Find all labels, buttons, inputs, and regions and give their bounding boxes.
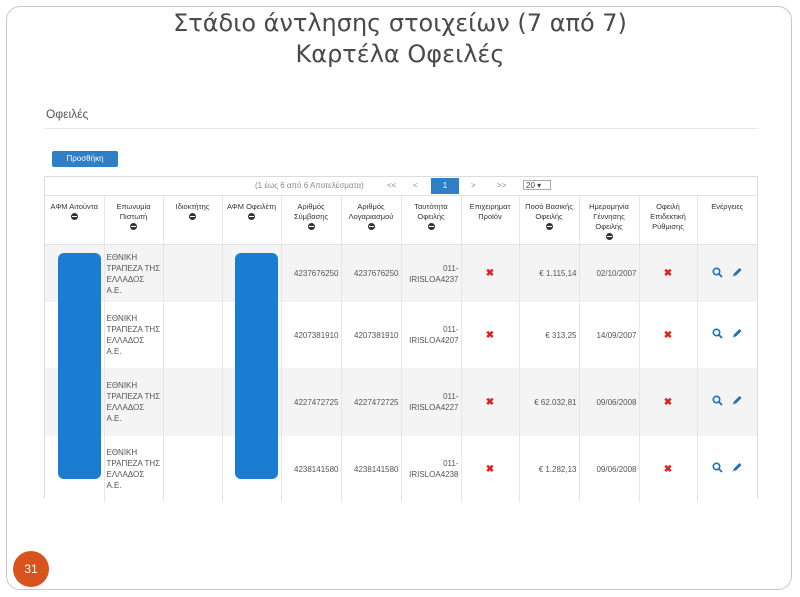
col-header-owner[interactable]: Ιδιοκτήτης [163, 196, 222, 245]
section-divider [44, 128, 758, 129]
col-header-applicant-tin[interactable]: ΑΦΜ Αιτούντα [45, 196, 104, 245]
last-page-button[interactable]: >> [497, 181, 507, 190]
cell-date: 09/06/2008 [579, 436, 639, 502]
first-page-button[interactable]: << [387, 181, 397, 190]
cell-account: 4238141580 [341, 436, 401, 502]
cell-creditor: ΕΘΝΙΚΗ ΤΡΑΠΕΖΑ ΤΗΣ ΕΛΛΑΔΟΣ Α.Ε. [104, 368, 163, 436]
cell-eligible [639, 436, 697, 502]
prev-page-button[interactable]: < [413, 181, 418, 190]
cell-date: 02/10/2007 [579, 245, 639, 303]
sort-icon[interactable] [546, 223, 553, 230]
close-icon: ✖ [485, 268, 495, 279]
cell-contract: 4227472725 [281, 368, 341, 436]
slide-title [0, 8, 800, 70]
cell-contract: 4237676250 [281, 245, 341, 303]
sort-icon[interactable] [248, 213, 255, 220]
sort-icon[interactable] [368, 223, 375, 230]
debts-table-container [44, 176, 758, 498]
table-row[interactable] [45, 302, 757, 368]
cell-debt-id: 011-IRISLOA4227 [401, 368, 461, 436]
col-header-debtor-tin[interactable]: ΑΦΜ Οφειλέτη [222, 196, 281, 245]
pagination-bar [45, 177, 757, 196]
pencil-icon[interactable] [731, 462, 743, 476]
cell-contract: 4207381910 [281, 302, 341, 368]
cell-eligible [639, 245, 697, 303]
cell-eligible [639, 302, 697, 368]
cell-debt-id: 011-IRISLOA4237 [401, 245, 461, 303]
close-icon: ✖ [485, 396, 495, 408]
search-icon[interactable] [712, 328, 723, 342]
close-icon: ✖ [485, 329, 495, 341]
sort-icon[interactable] [606, 233, 613, 240]
cell-owner [163, 245, 222, 303]
sort-icon[interactable] [308, 223, 315, 230]
cell-amount: € 62.032,81 [519, 368, 579, 436]
section-title: Οφειλές [46, 107, 89, 121]
col-header-business-product: Επιχειρηματ Προϊόν [461, 196, 519, 245]
cell-business-product [461, 368, 519, 436]
cell-debt-id: 011-IRISLOA4238 [401, 436, 461, 502]
cell-debt-id: 011-IRISLOA4207 [401, 302, 461, 368]
cell-actions [697, 368, 757, 436]
cell-amount: € 1.115,14 [519, 245, 579, 303]
cell-account: 4237676250 [341, 245, 401, 303]
next-page-button[interactable]: > [471, 181, 476, 190]
cell-business-product [461, 436, 519, 502]
slide-title-line-2: Καρτέλα Οφειλές [295, 40, 505, 68]
table-row[interactable] [45, 436, 757, 502]
close-icon: ✖ [663, 463, 673, 475]
close-icon: ✖ [485, 463, 495, 475]
cell-owner [163, 368, 222, 436]
sort-icon[interactable] [189, 213, 196, 220]
sort-icon[interactable] [130, 223, 137, 230]
col-header-creditor-name[interactable]: Επωνυμία Πιστωτή [104, 196, 163, 245]
cell-owner [163, 436, 222, 502]
sort-icon[interactable] [71, 213, 78, 220]
table-row[interactable] [45, 245, 757, 303]
redaction-debtor-tin [235, 253, 278, 479]
cell-creditor: ΕΘΝΙΚΗ ΤΡΑΠΕΖΑ ΤΗΣ ΕΛΛΑΔΟΣ Α.Ε. [104, 436, 163, 502]
pencil-icon[interactable] [731, 328, 743, 342]
redaction-applicant-tin [58, 253, 101, 479]
sort-icon[interactable] [428, 223, 435, 230]
cell-creditor: ΕΘΝΙΚΗ ΤΡΑΠΕΖΑ ΤΗΣ ΕΛΛΑΔΟΣ Α.Ε. [104, 302, 163, 368]
slide-title-line-1: Στάδιο άντλησης στοιχείων (7 από 7) [173, 9, 627, 37]
col-header-actions: Ενέργειες [697, 196, 757, 245]
debts-screenshot [40, 100, 760, 500]
current-page-button[interactable]: 1 [431, 178, 459, 194]
cell-creditor: ΕΘΝΙΚΗ ΤΡΑΠΕΖΑ ΤΗΣ ΕΛΛΑΔΟΣ Α.Ε. [104, 245, 163, 303]
cell-actions [697, 245, 757, 303]
search-icon[interactable] [712, 267, 723, 281]
col-header-contract-number[interactable]: Αριθμός Σύμβασης [281, 196, 341, 245]
cell-amount: € 313,25 [519, 302, 579, 368]
cell-account: 4207381910 [341, 302, 401, 368]
cell-date: 14/09/2007 [579, 302, 639, 368]
search-icon[interactable] [712, 462, 723, 476]
add-button[interactable]: Προσθήκη [52, 151, 118, 167]
col-header-debt-id[interactable]: Ταυτότητα Οφειλής [401, 196, 461, 245]
cell-date: 09/06/2008 [579, 368, 639, 436]
search-icon[interactable] [712, 395, 723, 409]
cell-business-product [461, 302, 519, 368]
cell-actions [697, 436, 757, 502]
col-header-eligible-for-settlement: Οφειλή Επιδεκτική Ρύθμισης [639, 196, 697, 245]
page-number-badge: 31 [13, 551, 49, 587]
col-header-debt-origin-date[interactable]: Ημερομηνία Γέννησης Οφειλής [579, 196, 639, 245]
page-size-select[interactable]: 20 ▾ [523, 180, 551, 190]
cell-business-product [461, 245, 519, 303]
table-header-row [45, 196, 757, 245]
close-icon: ✖ [663, 329, 673, 341]
cell-owner [163, 302, 222, 368]
cell-eligible [639, 368, 697, 436]
cell-contract: 4238141580 [281, 436, 341, 502]
cell-actions [697, 302, 757, 368]
col-header-principal-amount[interactable]: Ποσό Βασικής Οφειλής [519, 196, 579, 245]
col-header-account-number[interactable]: Αριθμός Λογαριασμού [341, 196, 401, 245]
pagination-status: (1 έως 6 από 6 Αποτελέσματα) [255, 181, 364, 190]
cell-amount: € 1.282,13 [519, 436, 579, 502]
pencil-icon[interactable] [731, 267, 743, 281]
close-icon: ✖ [663, 396, 673, 408]
debts-table [45, 196, 757, 502]
table-row[interactable] [45, 368, 757, 436]
pencil-icon[interactable] [731, 395, 743, 409]
close-icon: ✖ [663, 268, 673, 279]
cell-account: 4227472725 [341, 368, 401, 436]
